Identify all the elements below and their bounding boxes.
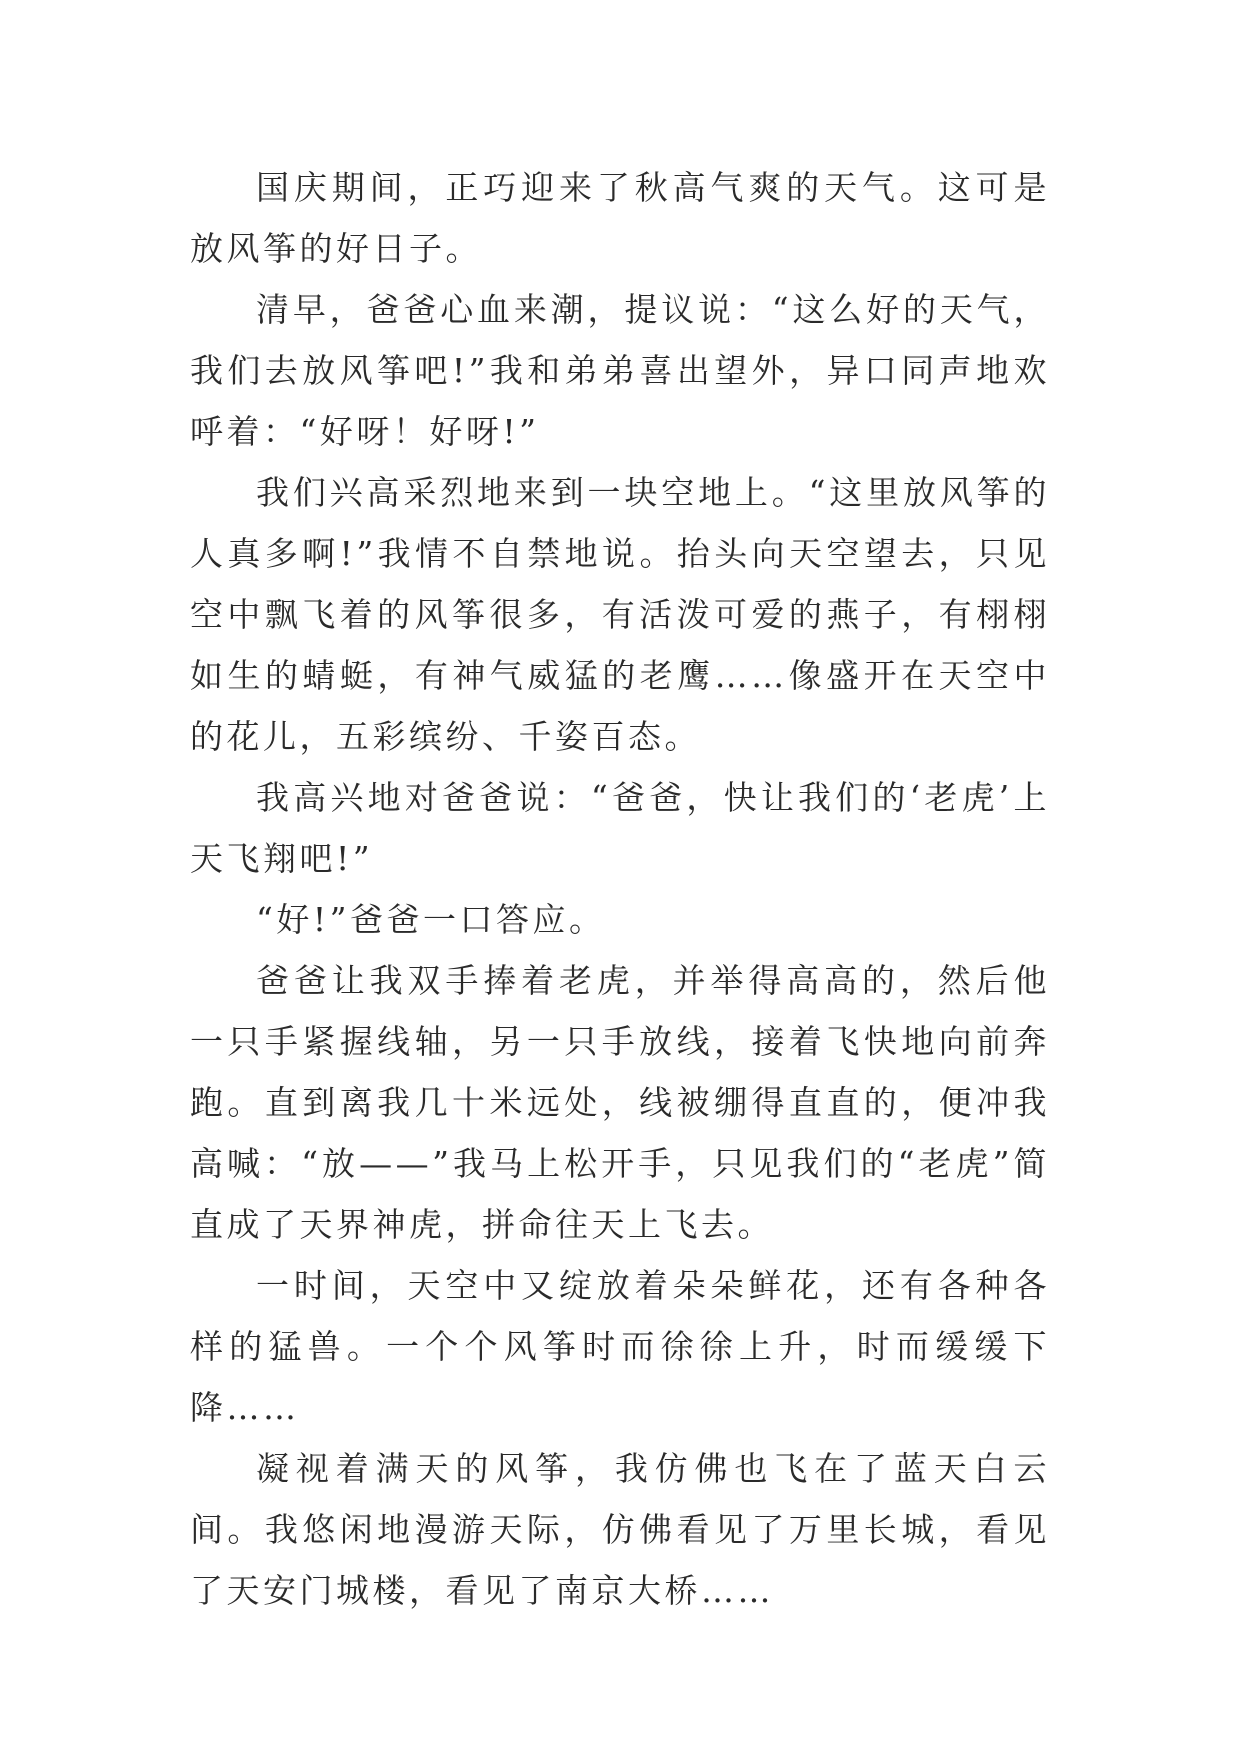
paragraph: 我高兴地对爸爸说：“爸爸，快让我们的‘老虎’上天飞翔吧!”: [190, 778, 1050, 878]
paragraph: 爸爸让我双手捧着老虎，并举得高高的，然后他一只手紧握线轴，另一只手放线，接着飞快地向前奔跑。直到离我几十米远处，线被绷得直直的，便冲我高喊：“放——”我马上松开手，只见我们的“老虎”简直成了天界神虎，拼命往天上飞去。: [190, 961, 1050, 1244]
paragraph: 国庆期间，正巧迎来了秋高气爽的天气。这可是放风筝的好日子。: [190, 168, 1050, 268]
paragraph: 清早，爸爸心血来潮，提议说：“这么好的天气，我们去放风筝吧!”我和弟弟喜出望外，异口同声地欢呼着：“好呀！好呀!”: [190, 290, 1050, 451]
paragraph: 凝视着满天的风筝，我仿佛也飞在了蓝天白云间。我悠闲地漫游天际，仿佛看见了万里长城，看见了天安门城楼，看见了南京大桥……: [190, 1449, 1050, 1610]
paragraph: “好!”爸爸一口答应。: [256, 900, 606, 939]
paragraph: 我们兴高采烈地来到一块空地上。“这里放风筝的人真多啊!”我情不自禁地说。抬头向天空望去，只见空中飘飞着的风筝很多，有活泼可爱的燕子，有栩栩如生的蜻蜓，有神气威猛的老鹰……像盛开在天空中的花儿，五彩缤纷、千姿百态。: [190, 473, 1050, 756]
paragraph: 一时间，天空中又绽放着朵朵鲜花，还有各种各样的猛兽。一个个风筝时而徐徐上升，时而缓缓下降……: [190, 1266, 1050, 1427]
document-body: [190, 157, 1050, 1621]
